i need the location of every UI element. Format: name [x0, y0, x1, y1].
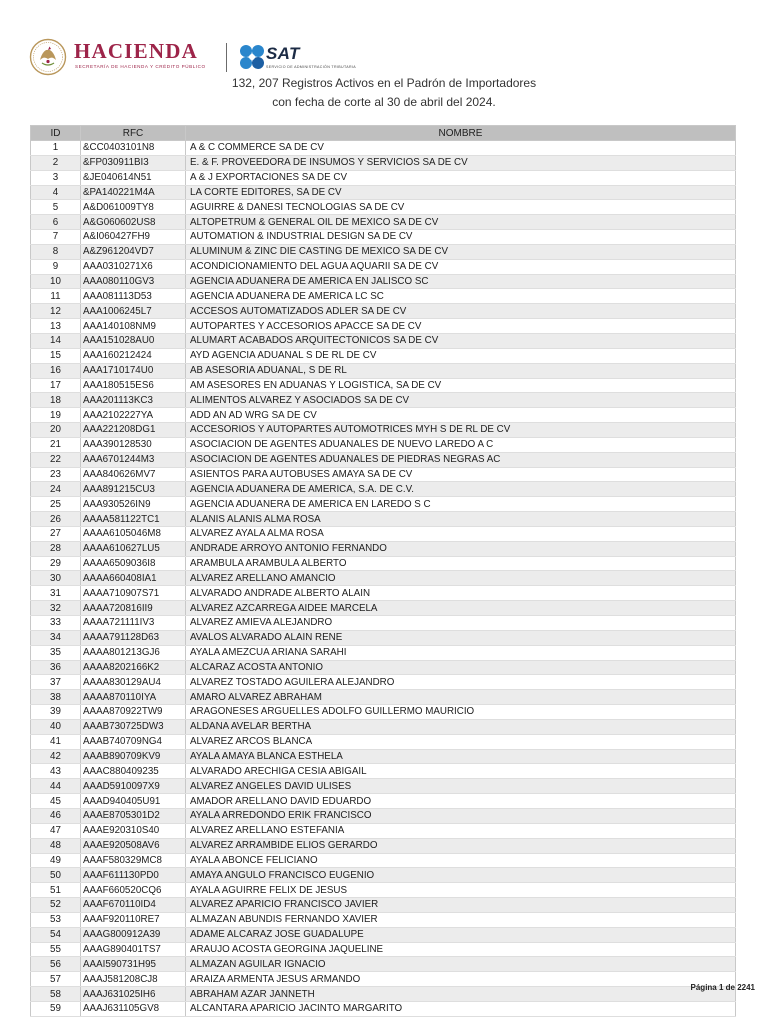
table-row: [31, 259, 736, 274]
cell-id: 43: [31, 764, 81, 779]
cell-rfc: AAAD940405U91: [81, 794, 186, 809]
cell-nombre: E. & F. PROVEEDORA DE INSUMOS Y SERVICIOS SA DE CV: [186, 155, 736, 170]
cell-rfc: AAAA830129AU4: [81, 675, 186, 690]
cell-rfc: AAAF660520CQ6: [81, 883, 186, 898]
cell-id: 21: [31, 437, 81, 452]
cell-id: 58: [31, 987, 81, 1002]
cell-id: 56: [31, 957, 81, 972]
cell-id: 25: [31, 497, 81, 512]
cell-rfc: AAAA660408IA1: [81, 571, 186, 586]
cell-rfc: AAAB740709NG4: [81, 734, 186, 749]
cell-id: 48: [31, 838, 81, 853]
table-row: [31, 482, 736, 497]
cell-rfc: AAAA710907S71: [81, 586, 186, 601]
cell-nombre: ASOCIACION DE AGENTES ADUANALES DE PIEDRAS NEGRAS AC: [186, 452, 736, 467]
hacienda-seal-icon: [29, 38, 67, 76]
cell-nombre: ACONDICIONAMIENTO DEL AGUA AQUARII SA DE CV: [186, 259, 736, 274]
cell-nombre: AGUIRRE & DANESI TECNOLOGIAS SA DE CV: [186, 200, 736, 215]
cell-nombre: ACCESORIOS Y AUTOPARTES AUTOMOTRICES MYH S DE RL DE CV: [186, 423, 736, 438]
cell-nombre: ALVAREZ ANGELES DAVID ULISES: [186, 779, 736, 794]
table-row: [31, 200, 736, 215]
cell-rfc: AAAC880409235: [81, 764, 186, 779]
table-row: [31, 571, 736, 586]
table-row: [31, 541, 736, 556]
cell-nombre: ANDRADE ARROYO ANTONIO FERNANDO: [186, 541, 736, 556]
cell-nombre: ALVAREZ AMIEVA ALEJANDRO: [186, 616, 736, 631]
cell-nombre: ADD AN AD WRG SA DE CV: [186, 408, 736, 423]
sat-dots-icon: [239, 44, 265, 70]
table-row: [31, 170, 736, 185]
table-row: [31, 319, 736, 334]
table-row: [31, 1001, 736, 1016]
cell-nombre: AMARO ALVAREZ ABRAHAM: [186, 690, 736, 705]
cell-id: 38: [31, 690, 81, 705]
page-number: Página 1 de 2241: [690, 983, 755, 992]
cell-rfc: AAA891215CU3: [81, 482, 186, 497]
cell-nombre: ABRAHAM AZAR JANNETH: [186, 987, 736, 1002]
cell-rfc: AAAA870110IYA: [81, 690, 186, 705]
cell-nombre: AYALA AMAYA BLANCA ESTHELA: [186, 749, 736, 764]
cell-nombre: AGENCIA ADUANERA DE AMERICA EN JALISCO SC: [186, 274, 736, 289]
cell-nombre: AMADOR ARELLANO DAVID EDUARDO: [186, 794, 736, 809]
cell-nombre: ALVAREZ ARELLANO ESTEFANIA: [186, 823, 736, 838]
table-row: [31, 244, 736, 259]
cell-rfc: AAAB730725DW3: [81, 719, 186, 734]
cell-id: 12: [31, 304, 81, 319]
cell-id: 4: [31, 185, 81, 200]
cell-rfc: AAAJ581208CJ8: [81, 972, 186, 987]
table-row: [31, 141, 736, 156]
cell-rfc: AAA6701244M3: [81, 452, 186, 467]
table-row: [31, 586, 736, 601]
cell-rfc: AAAA610627LU5: [81, 541, 186, 556]
cell-rfc: AAAA8202166K2: [81, 660, 186, 675]
table-row: [31, 764, 736, 779]
table-row: [31, 467, 736, 482]
cell-nombre: ALVAREZ TOSTADO AGUILERA ALEJANDRO: [186, 675, 736, 690]
cell-id: 37: [31, 675, 81, 690]
cell-nombre: ARAGONESES ARGUELLES ADOLFO GUILLERMO MAURICIO: [186, 705, 736, 720]
cell-nombre: ALVAREZ APARICIO FRANCISCO JAVIER: [186, 898, 736, 913]
importers-table: [30, 125, 735, 1017]
cell-rfc: AAAE920310S40: [81, 823, 186, 838]
cell-id: 47: [31, 823, 81, 838]
cell-rfc: AAAA801213GJ6: [81, 645, 186, 660]
cell-id: 3: [31, 170, 81, 185]
cell-rfc: AAAF920110RE7: [81, 912, 186, 927]
cell-rfc: AAAF670110ID4: [81, 898, 186, 913]
cell-id: 49: [31, 853, 81, 868]
cell-nombre: ARAMBULA ARAMBULA ALBERTO: [186, 556, 736, 571]
table-row: [31, 912, 736, 927]
cell-rfc: A&D061009TY8: [81, 200, 186, 215]
table-row: [31, 660, 736, 675]
sat-brand: SAT: [266, 44, 300, 63]
cell-rfc: AAA2102227YA: [81, 408, 186, 423]
cell-nombre: ARAUJO ACOSTA GEORGINA JAQUELINE: [186, 942, 736, 957]
cell-rfc: &PA140221M4A: [81, 185, 186, 200]
cell-id: 24: [31, 482, 81, 497]
cell-id: 5: [31, 200, 81, 215]
cell-nombre: AUTOMATION & INDUSTRIAL DESIGN SA DE CV: [186, 230, 736, 245]
table-row: [31, 675, 736, 690]
cell-id: 53: [31, 912, 81, 927]
column-header-nombre: NOMBRE: [186, 126, 736, 141]
cell-id: 10: [31, 274, 81, 289]
table-row: [31, 868, 736, 883]
cell-rfc: AAAJ631025IH6: [81, 987, 186, 1002]
cell-id: 9: [31, 259, 81, 274]
cell-nombre: AGENCIA ADUANERA DE AMERICA LC SC: [186, 289, 736, 304]
table-row: [31, 289, 736, 304]
cell-rfc: A&G060602US8: [81, 215, 186, 230]
table-row: [31, 616, 736, 631]
cell-id: 2: [31, 155, 81, 170]
cell-id: 18: [31, 393, 81, 408]
cell-id: 55: [31, 942, 81, 957]
cell-id: 29: [31, 556, 81, 571]
cell-rfc: AAA201113KC3: [81, 393, 186, 408]
table-header-row: [31, 126, 736, 141]
table-row: [31, 823, 736, 838]
cell-rfc: AAA390128530: [81, 437, 186, 452]
table-row: [31, 408, 736, 423]
cell-id: 44: [31, 779, 81, 794]
cell-id: 15: [31, 348, 81, 363]
cell-id: 8: [31, 244, 81, 259]
table-row: [31, 779, 736, 794]
cell-nombre: AVALOS ALVARADO ALAIN RENE: [186, 630, 736, 645]
table-row: [31, 304, 736, 319]
cell-id: 50: [31, 868, 81, 883]
sat-subtitle: SERVICIO DE ADMINISTRACIÓN TRIBUTARIA: [266, 65, 357, 69]
table-row: [31, 630, 736, 645]
cell-rfc: AAAB890709KV9: [81, 749, 186, 764]
cell-rfc: AAAA720816II9: [81, 601, 186, 616]
cell-id: 39: [31, 705, 81, 720]
cell-rfc: AAA0310271X6: [81, 259, 186, 274]
cell-id: 16: [31, 363, 81, 378]
cell-id: 19: [31, 408, 81, 423]
cell-rfc: AAAF580329MC8: [81, 853, 186, 868]
cell-nombre: ALVAREZ ARELLANO AMANCIO: [186, 571, 736, 586]
table-row: [31, 230, 736, 245]
cell-rfc: AAA930526IN9: [81, 497, 186, 512]
cell-id: 22: [31, 452, 81, 467]
cell-id: 23: [31, 467, 81, 482]
cell-rfc: AAAE920508AV6: [81, 838, 186, 853]
cell-rfc: AAAJ631105GV8: [81, 1001, 186, 1016]
cell-nombre: ACCESOS AUTOMATIZADOS ADLER SA DE CV: [186, 304, 736, 319]
cell-rfc: &CC0403101N8: [81, 141, 186, 156]
cell-id: 14: [31, 333, 81, 348]
table-row: [31, 452, 736, 467]
cell-rfc: AAAA6509036I8: [81, 556, 186, 571]
cell-nombre: LA CORTE EDITORES, SA DE CV: [186, 185, 736, 200]
table-row: [31, 185, 736, 200]
table-row: [31, 734, 736, 749]
cell-id: 13: [31, 319, 81, 334]
table-row: [31, 987, 736, 1002]
table-row: [31, 393, 736, 408]
cell-nombre: AGENCIA ADUANERA DE AMERICA EN LAREDO S C: [186, 497, 736, 512]
cell-id: 30: [31, 571, 81, 586]
table-row: [31, 526, 736, 541]
cell-nombre: ALDANA AVELAR BERTHA: [186, 719, 736, 734]
cell-nombre: ASIENTOS PARA AUTOBUSES AMAYA SA DE CV: [186, 467, 736, 482]
table-row: [31, 645, 736, 660]
cell-rfc: AAAF611130PD0: [81, 868, 186, 883]
cell-nombre: AM ASESORES EN ADUANAS Y LOGISTICA, SA DE CV: [186, 378, 736, 393]
cell-rfc: AAA081113D53: [81, 289, 186, 304]
cell-rfc: A&Z961204VD7: [81, 244, 186, 259]
cell-nombre: ALIMENTOS ALVAREZ Y ASOCIADOS SA DE CV: [186, 393, 736, 408]
table-row: [31, 927, 736, 942]
cell-id: 27: [31, 526, 81, 541]
cell-rfc: AAAA791128D63: [81, 630, 186, 645]
cell-nombre: A & C COMMERCE SA DE CV: [186, 141, 736, 156]
table-row: [31, 705, 736, 720]
table-row: [31, 838, 736, 853]
cell-id: 57: [31, 972, 81, 987]
cell-rfc: AAA1710174U0: [81, 363, 186, 378]
table-row: [31, 972, 736, 987]
cell-rfc: AAA080110GV3: [81, 274, 186, 289]
cell-id: 33: [31, 616, 81, 631]
cell-nombre: ARAIZA ARMENTA JESUS ARMANDO: [186, 972, 736, 987]
cell-nombre: AYALA AGUIRRE FELIX DE JESUS: [186, 883, 736, 898]
cell-id: 35: [31, 645, 81, 660]
table-row: [31, 155, 736, 170]
hacienda-brand: HACIENDA: [74, 39, 198, 63]
cell-id: 17: [31, 378, 81, 393]
table-row: [31, 719, 736, 734]
table-row: [31, 215, 736, 230]
cell-rfc: AAA840626MV7: [81, 467, 186, 482]
table-row: [31, 601, 736, 616]
cell-rfc: AAA221208DG1: [81, 423, 186, 438]
table-row: [31, 898, 736, 913]
cell-rfc: AAA151028AU0: [81, 333, 186, 348]
column-header-rfc: RFC: [81, 126, 186, 141]
cell-id: 52: [31, 898, 81, 913]
cell-nombre: ALMAZAN AGUILAR IGNACIO: [186, 957, 736, 972]
cell-nombre: ALVAREZ AZCARREGA AIDEE MARCELA: [186, 601, 736, 616]
table-row: [31, 333, 736, 348]
table-row: [31, 690, 736, 705]
cell-nombre: ALTOPETRUM & GENERAL OIL DE MEXICO SA DE CV: [186, 215, 736, 230]
cell-id: 45: [31, 794, 81, 809]
cell-id: 26: [31, 512, 81, 527]
cell-id: 6: [31, 215, 81, 230]
table-row: [31, 274, 736, 289]
cell-nombre: ASOCIACION DE AGENTES ADUANALES DE NUEVO LAREDO A C: [186, 437, 736, 452]
table-row: [31, 423, 736, 438]
cell-nombre: AYALA ARREDONDO ERIK FRANCISCO: [186, 808, 736, 823]
cell-rfc: AAAG800912A39: [81, 927, 186, 942]
cell-nombre: AGENCIA ADUANERA DE AMERICA, S.A. DE C.V.: [186, 482, 736, 497]
cell-nombre: ALVAREZ ARCOS BLANCA: [186, 734, 736, 749]
table-body: [31, 141, 736, 1017]
cell-nombre: ALCANTARA APARICIO JACINTO MARGARITO: [186, 1001, 736, 1016]
cell-nombre: ALVAREZ AYALA ALMA ROSA: [186, 526, 736, 541]
cell-nombre: ADAME ALCARAZ JOSE GUADALUPE: [186, 927, 736, 942]
cell-id: 28: [31, 541, 81, 556]
cell-id: 41: [31, 734, 81, 749]
table-row: [31, 942, 736, 957]
cell-rfc: AAA140108NM9: [81, 319, 186, 334]
cell-rfc: AAA180515ES6: [81, 378, 186, 393]
cell-id: 34: [31, 630, 81, 645]
table-row: [31, 853, 736, 868]
document-title-line-1: 132, 207 Registros Activos en el Padrón de Importadores: [231, 76, 537, 90]
cell-nombre: ALANIS ALANIS ALMA ROSA: [186, 512, 736, 527]
cell-rfc: AAAA870922TW9: [81, 705, 186, 720]
cell-rfc: AAAI590731H95: [81, 957, 186, 972]
cell-nombre: ALCARAZ ACOSTA ANTONIO: [186, 660, 736, 675]
logo-divider: [226, 43, 227, 72]
cell-nombre: ALVARADO ANDRADE ALBERTO ALAIN: [186, 586, 736, 601]
table-row: [31, 378, 736, 393]
cell-id: 7: [31, 230, 81, 245]
cell-id: 1: [31, 141, 81, 156]
cell-nombre: A & J EXPORTACIONES SA DE CV: [186, 170, 736, 185]
cell-id: 42: [31, 749, 81, 764]
cell-rfc: &FP030911BI3: [81, 155, 186, 170]
cell-nombre: ALMAZAN ABUNDIS FERNANDO XAVIER: [186, 912, 736, 927]
cell-nombre: AMAYA ANGULO FRANCISCO EUGENIO: [186, 868, 736, 883]
cell-id: 46: [31, 808, 81, 823]
cell-nombre: AYD AGENCIA ADUANAL S DE RL DE CV: [186, 348, 736, 363]
cell-rfc: &JE040614N51: [81, 170, 186, 185]
table-row: [31, 512, 736, 527]
cell-nombre: AYALA ABONCE FELICIANO: [186, 853, 736, 868]
cell-id: 36: [31, 660, 81, 675]
table-row: [31, 363, 736, 378]
table-row: [31, 749, 736, 764]
cell-rfc: AAAG890401TS7: [81, 942, 186, 957]
column-header-id: ID: [31, 126, 81, 141]
cell-id: 54: [31, 927, 81, 942]
table-row: [31, 556, 736, 571]
document-title-line-2: con fecha de corte al 30 de abril del 2024.: [272, 95, 496, 109]
cell-rfc: AAAE8705301D2: [81, 808, 186, 823]
cell-nombre: ALVAREZ ARRAMBIDE ELIOS GERARDO: [186, 838, 736, 853]
cell-id: 51: [31, 883, 81, 898]
table-row: [31, 497, 736, 512]
cell-nombre: AYALA AMEZCUA ARIANA SARAHI: [186, 645, 736, 660]
table-row: [31, 437, 736, 452]
cell-id: 31: [31, 586, 81, 601]
cell-id: 40: [31, 719, 81, 734]
cell-rfc: AAA160212424: [81, 348, 186, 363]
cell-id: 32: [31, 601, 81, 616]
hacienda-subtitle: SECRETARÍA DE HACIENDA Y CRÉDITO PÚBLICO: [75, 64, 206, 69]
table-header: [31, 126, 736, 141]
cell-id: 59: [31, 1001, 81, 1016]
table-row: [31, 883, 736, 898]
table-row: [31, 348, 736, 363]
table-row: [31, 957, 736, 972]
cell-id: 11: [31, 289, 81, 304]
table-row: [31, 794, 736, 809]
cell-nombre: AUTOPARTES Y ACCESORIOS APACCE SA DE CV: [186, 319, 736, 334]
cell-rfc: AAAD5910097X9: [81, 779, 186, 794]
cell-rfc: AAAA721111IV3: [81, 616, 186, 631]
cell-nombre: ALUMART ACABADOS ARQUITECTONICOS SA DE CV: [186, 333, 736, 348]
cell-nombre: ALUMINUM & ZINC DIE CASTING DE MEXICO SA DE CV: [186, 244, 736, 259]
cell-id: 20: [31, 423, 81, 438]
cell-nombre: ALVARADO ARECHIGA CESIA ABIGAIL: [186, 764, 736, 779]
cell-nombre: AB ASESORIA ADUANAL, S DE RL: [186, 363, 736, 378]
cell-rfc: AAAA581122TC1: [81, 512, 186, 527]
importers-table-grid: [30, 125, 736, 1017]
cell-rfc: A&I060427FH9: [81, 230, 186, 245]
cell-rfc: AAA1006245L7: [81, 304, 186, 319]
cell-rfc: AAAA6105046M8: [81, 526, 186, 541]
table-row: [31, 808, 736, 823]
